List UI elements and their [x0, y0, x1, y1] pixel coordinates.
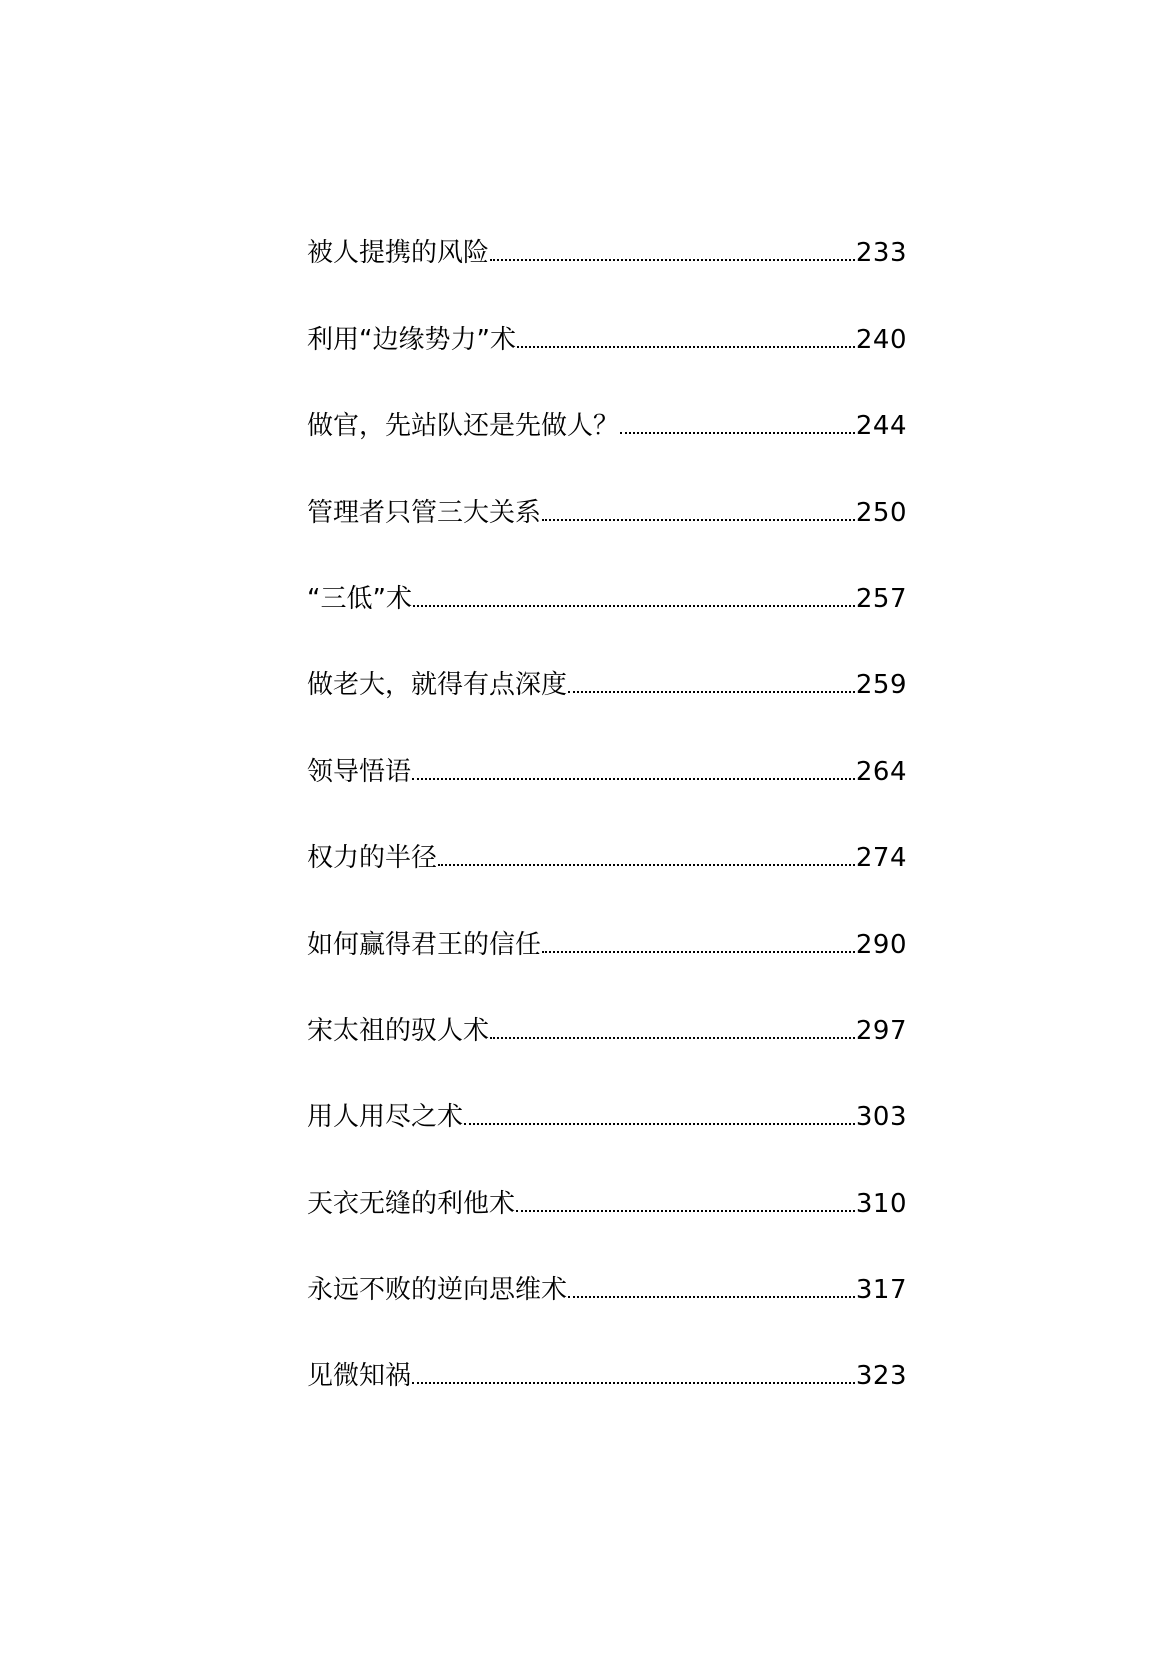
- toc-entry[interactable]: [307, 391, 907, 477]
- toc-dot-leader: [490, 259, 855, 261]
- toc-entry-title: 做官，先站队还是先做人？: [307, 411, 620, 442]
- toc-entry-page: 297: [855, 1015, 907, 1046]
- toc-entry-title: 被人提携的风险: [307, 238, 490, 269]
- toc-dot-leader: [517, 346, 855, 348]
- toc-dot-leader: [542, 951, 855, 953]
- toc-entry[interactable]: [307, 1255, 907, 1341]
- toc-dot-leader: [412, 1382, 855, 1384]
- toc-dot-leader: [412, 778, 855, 780]
- toc-entry[interactable]: [307, 218, 907, 304]
- toc-dot-leader: [568, 1296, 855, 1298]
- toc-dot-leader: [516, 1210, 855, 1212]
- toc-entry-page: 244: [855, 411, 907, 442]
- toc-dot-leader: [438, 864, 855, 866]
- toc-dot-leader: [568, 691, 855, 693]
- table-of-contents: [307, 218, 907, 1427]
- toc-entry-title: 用人用尽之术: [307, 1102, 464, 1133]
- toc-entry[interactable]: [307, 650, 907, 736]
- toc-entry-page: 274: [855, 843, 907, 874]
- toc-entry-page: 310: [855, 1188, 907, 1219]
- toc-dot-leader: [620, 432, 855, 434]
- toc-dot-leader: [413, 605, 855, 607]
- toc-entry-title: 领导悟语: [307, 756, 412, 787]
- toc-entry[interactable]: [307, 1341, 907, 1427]
- toc-entry-page: 290: [855, 929, 907, 960]
- toc-entry-title: 管理者只管三大关系: [307, 497, 542, 528]
- toc-entry-title: 天衣无缝的利他术: [307, 1188, 516, 1219]
- toc-entry[interactable]: [307, 996, 907, 1082]
- toc-entry-page: 233: [855, 238, 907, 269]
- toc-entry-title: 宋太祖的驭人术: [307, 1015, 490, 1046]
- toc-entry-page: 250: [855, 497, 907, 528]
- toc-entry-page: 240: [855, 324, 907, 355]
- toc-entry-page: 257: [855, 583, 907, 614]
- toc-entry-title: “三低”术: [307, 583, 412, 614]
- toc-entry-title: 权力的半径: [307, 843, 438, 874]
- toc-entry[interactable]: [307, 1168, 907, 1254]
- toc-entry-title: 永远不败的逆向思维术: [307, 1275, 568, 1306]
- toc-entry-title: 利用“边缘势力”术: [307, 324, 516, 355]
- toc-entry[interactable]: [307, 477, 907, 563]
- toc-entry[interactable]: [307, 1082, 907, 1168]
- toc-entry[interactable]: [307, 304, 907, 390]
- toc-entry-title: 做老大，就得有点深度: [307, 670, 568, 701]
- toc-entry-page: 303: [855, 1102, 907, 1133]
- toc-entry[interactable]: [307, 736, 907, 822]
- toc-entry[interactable]: [307, 564, 907, 650]
- toc-entry[interactable]: [307, 909, 907, 995]
- toc-entry-page: 259: [855, 670, 907, 701]
- toc-entry-page: 323: [855, 1361, 907, 1392]
- toc-entry[interactable]: [307, 823, 907, 909]
- toc-dot-leader: [542, 519, 855, 521]
- toc-entry-page: 264: [855, 756, 907, 787]
- toc-dot-leader: [490, 1037, 855, 1039]
- toc-entry-title: 见微知祸: [307, 1361, 412, 1392]
- toc-dot-leader: [464, 1123, 855, 1125]
- toc-entry-page: 317: [855, 1275, 907, 1306]
- toc-entry-title: 如何赢得君王的信任: [307, 929, 542, 960]
